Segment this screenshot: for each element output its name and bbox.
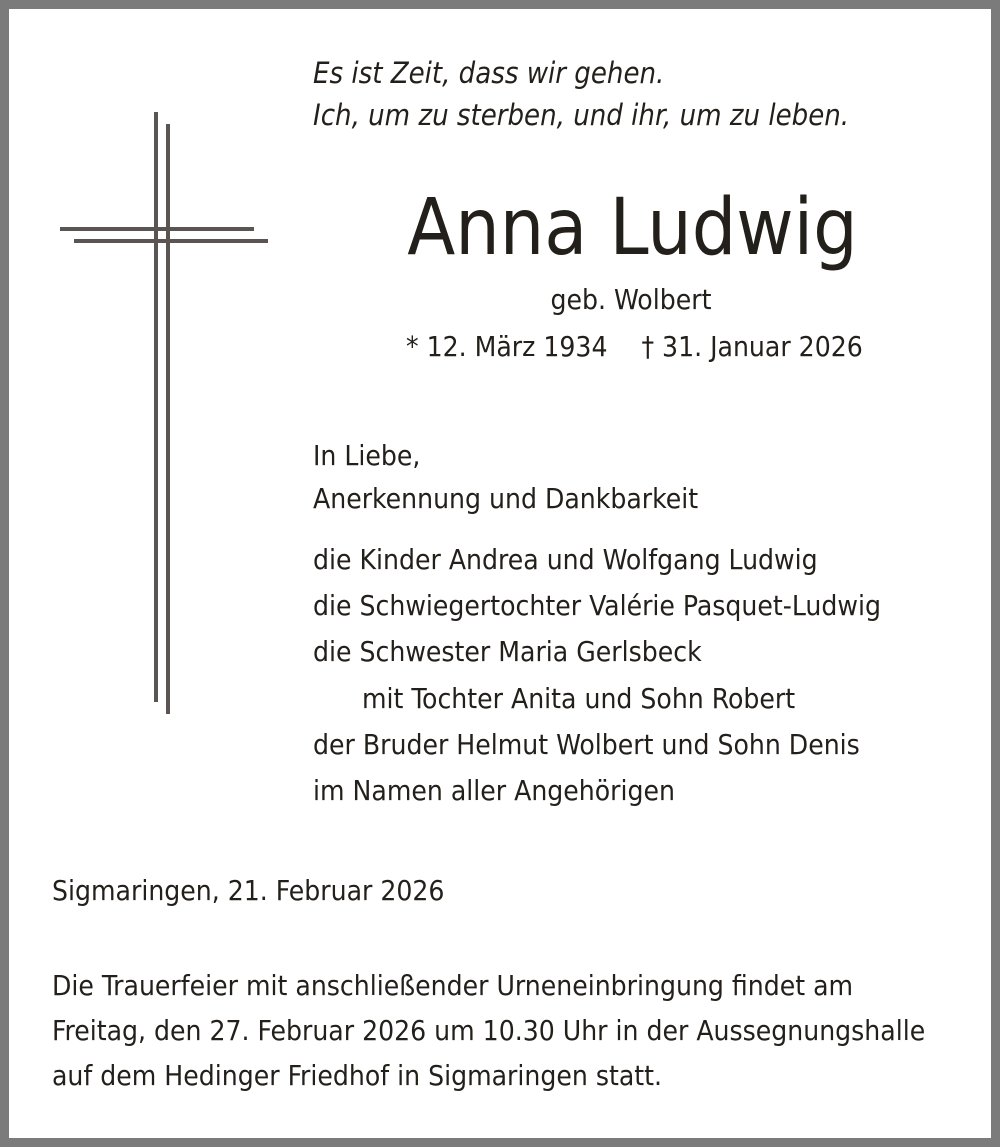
deceased-name: Anna Ludwig [407, 183, 858, 273]
intro-line-2: Anerkennung und Dankbarkeit [313, 482, 699, 515]
intro-line-1: In Liebe, [313, 439, 421, 472]
funeral-info-line: auf dem Hedinger Friedhof in Sigmaringen statt. [52, 1059, 662, 1092]
life-dates [406, 327, 863, 367]
funeral-info-line: Freitag, den 27. Februar 2026 um 10.30 Uhr in der Aussegnungshalle [52, 1014, 926, 1047]
quote-line-2: Ich, um zu sterben, und ihr, um zu leben. [313, 98, 850, 132]
birth-date: * 12. März 1934 [406, 330, 608, 363]
place-date: Sigmaringen, 21. Februar 2026 [52, 874, 445, 907]
mourner-line: der Bruder Helmut Wolbert und Sohn Denis [313, 728, 860, 761]
maiden-name: geb. Wolbert [550, 283, 712, 316]
mourner-line: die Schwester Maria Gerlsbeck [313, 635, 702, 668]
mourner-line: die Schwiegertochter Valérie Pasquet-Ludwig [313, 589, 881, 622]
mourner-line: mit Tochter Anita und Sohn Robert [362, 682, 796, 715]
quote-line-1: Es ist Zeit, dass wir gehen. [313, 56, 665, 90]
mourner-line: im Namen aller Angehörigen [313, 774, 676, 807]
death-date: † 31. Januar 2026 [641, 330, 863, 363]
mourner-line: die Kinder Andrea und Wolfgang Ludwig [313, 543, 818, 576]
funeral-info-line: Die Trauerfeier mit anschließender Urneneinbringung findet am [52, 969, 854, 1002]
